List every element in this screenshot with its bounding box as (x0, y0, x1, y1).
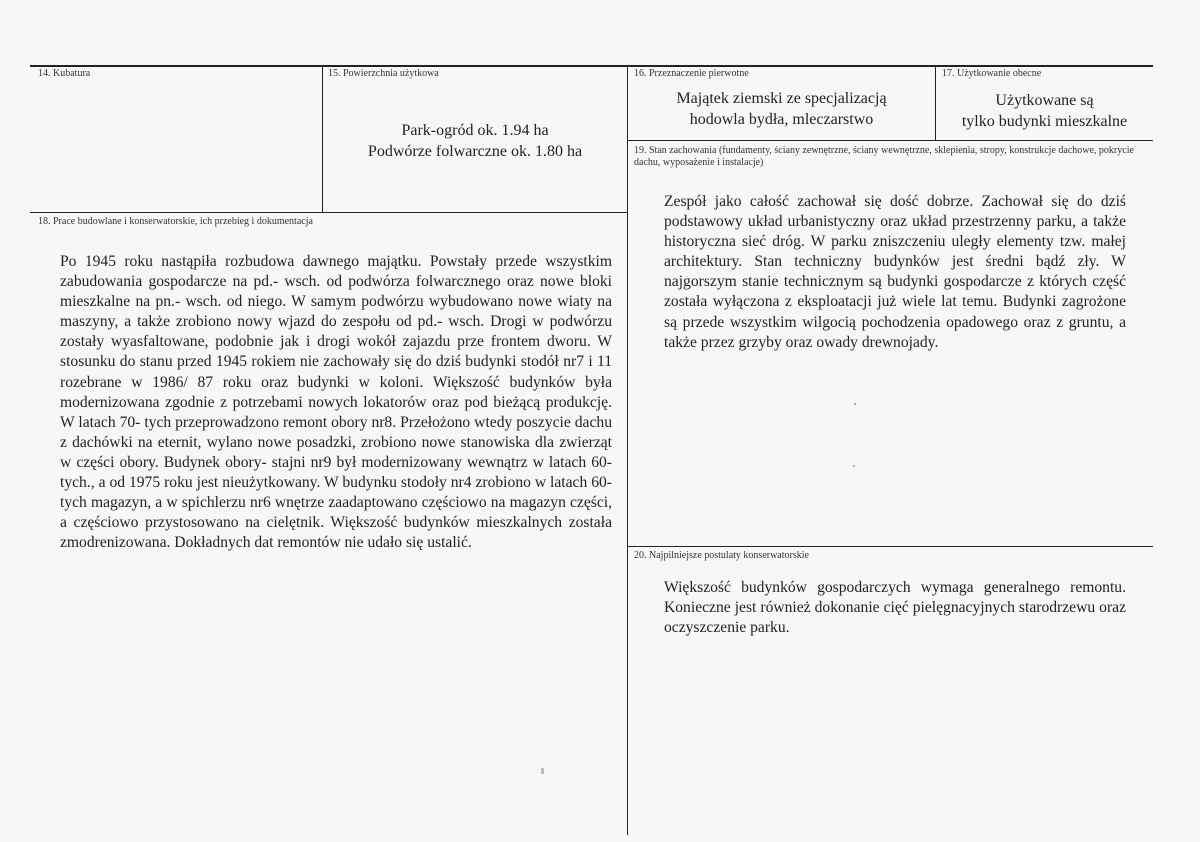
scan-speck (854, 403, 856, 405)
uzytkowanie-line-2: tylko budynki mieszkalne (961, 113, 1128, 130)
stan-label: 19. Stan zachowania (fundamenty, ściany zewnętrzne, ściany wewnętrzne, sklepienia, stropy, konstrukcje dachowe, pokrycie dachu, wyposażenie i instalacje) (634, 145, 1134, 168)
powierzchnia-label: 15. Powierzchnia użytkowa (328, 68, 439, 79)
powierzchnia-line-2: Podwórze folwarczne ok. 1.80 ha (367, 143, 583, 160)
top-border (30, 65, 1153, 67)
przeznaczenie-line-1: Majątek ziemski ze specjalizacją (676, 90, 887, 107)
przeznaczenie-value (628, 88, 935, 130)
powierzchnia-line-1: Park-ogród ok. 1.94 ha (401, 122, 549, 139)
prace-text: Po 1945 roku nastąpiła rozbudowa dawnego majątku. Powstały przede wszystkim zabudowania gospodarcze na pd.- wsch. od podwórza folwarcznego oraz nowe bloki mieszkalne na pn.- wsch. od niego. W samym podwórzu wybudowano nowe wiaty na maszyny, a także zrobiono nowy wjazd do zespołu od pd.- wsch. Drogi w podwórzu zostały wyasfaltowane, podobnie jak i drogi wokół zajazdu prze frontem dworu. W stosunku do stanu przed 1945 rokiem nie zachowały się do dziś budynki stodół nr7 i 11 rozebrane w 1986/ 87 roku oraz budynki w koloni. Większość budynków była modernizowana zgodnie z potrzebami nowych lokatorów oraz pod bieżącą produkcję. W latach 70- tych przeprowadzono remont obory nr8. Przełożono wtedy poszycie dachu z dachówki na eternit, wylano nowe posadzki, zrobiono nowe stanowiska dla zwierząt w części obory. Budynek obory- stajni nr9 był modernizowany wewnątrz w latach 60- tych., a od 1975 roku jest nieużytkowany. W budynku stodoły nr4 zrobiono w latach 60- tych magazyn, a w spichlerzu nr6 wnętrze zaadaptowano częściowo na magazyn części, a częściowo przystosowano na cielętnik. Większość budynków mieszkalnych została zmodrenizowana. Dokładnych dat remontów nie udało się ustalić. (60, 253, 612, 552)
stan-text: Zespół jako całość zachował się dość dobrze. Zachował się do dziś podstawowy układ urbanistyczny oraz układ przestrzenny parku, a także historyczna sieć dróg. W parku zniszczeniu uległy elementy tzw. małej architektury. Stan techniczny budynków jest średni bądź zły. W najgorszym stanie technicznym są budynki gospodarcze z których część została wyłączona z eksploatacji już wiele lat temu. Budynki zagrożone są przede wszystkim wilgocią pochodzenia opadowego oraz z gruntu, a także przez grzyby oraz owady drewnojady. (664, 193, 1126, 351)
divider-19-20 (627, 546, 1153, 547)
powierzchnia-value (322, 120, 628, 162)
scan-speck (541, 768, 544, 774)
scan-speck (853, 465, 855, 467)
uzytkowanie-value (936, 90, 1153, 132)
uzytkowanie-label: 17. Użytkowanie obecne (942, 68, 1042, 79)
center-divider (627, 65, 628, 835)
postulaty-text: Większość budynków gospodarczych wymaga generalnego remontu. Konieczne jest również dokonanie cięć pielęgnacyjnych starodrzewu oraz oczyszczenie parku. (664, 579, 1126, 637)
postulaty-label: 20. Najpilniejsze postulaty konserwatorskie (634, 550, 809, 561)
divider-top-left (30, 212, 628, 213)
kubatura-label: 14. Kubatura (38, 68, 91, 79)
divider-top-right (627, 140, 1153, 141)
prace-label: 18. Prace budowlane i konserwatorskie, ich przebieg i dokumentacja (38, 216, 313, 227)
uzytkowanie-line-1: Użytkowane są (995, 92, 1094, 109)
przeznaczenie-label: 16. Przeznaczenie pierwotne (634, 68, 749, 79)
przeznaczenie-line-2: hodowla bydła, mleczarstwo (689, 111, 874, 128)
